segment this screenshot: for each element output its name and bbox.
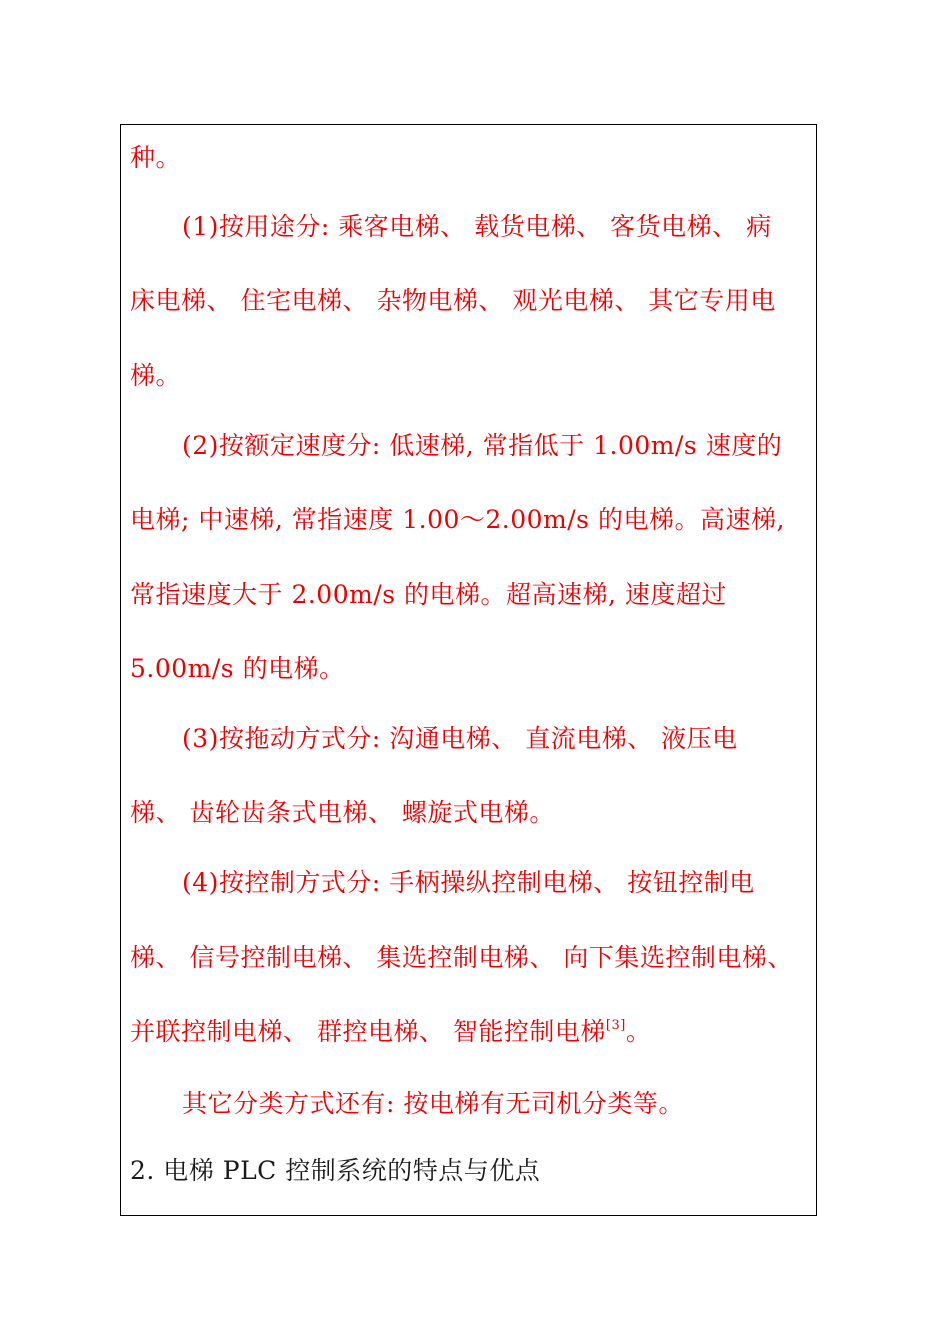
paragraph-by-speed-line-2: 电梯; 中速梯, 常指速度 1.00～2.00m/s 的电梯。高速梯, (130, 505, 785, 534)
paragraph-by-speed-line-4: 5.00m/s 的电梯。 (130, 654, 345, 683)
paragraph-by-usage-line-3: 梯。 (130, 361, 182, 390)
paragraph-by-speed: (2)按额定速度分: 低速梯, 常指低于 1.00m/s 速度的 (182, 431, 783, 460)
paragraph-by-drive-line-2: 梯、 齿轮齿条式电梯、 螺旋式电梯。 (130, 798, 555, 827)
section-heading: 2. 电梯 PLC 控制系统的特点与优点 (130, 1156, 541, 1185)
text-line-continuation: 种。 (130, 143, 182, 172)
paragraph-by-usage: (1)按用途分: 乘客电梯、 载货电梯、 客货电梯、 病 (182, 212, 772, 241)
paragraph-by-usage-line-2: 床电梯、 住宅电梯、 杂物电梯、 观光电梯、 其它专用电 (130, 286, 776, 315)
paragraph-by-speed-line-3: 常指速度大于 2.00m/s 的电梯。超高速梯, 速度超过 (130, 580, 727, 609)
paragraph-other-classification: 其它分类方式还有: 按电梯有无司机分类等。 (182, 1089, 684, 1118)
paragraph-by-control: (4)按控制方式分: 手柄操纵控制电梯、 按钮控制电 (182, 868, 755, 897)
paragraph-end-mark: 。 (625, 1017, 652, 1046)
paragraph-by-control-line-3-text: 并联控制电梯、 群控电梯、 智能控制电梯 (130, 1017, 606, 1046)
paragraph-by-drive: (3)按拖动方式分: 沟通电梯、 直流电梯、 液压电 (182, 724, 738, 753)
paragraph-by-control-line-2: 梯、 信号控制电梯、 集选控制电梯、 向下集选控制电梯、 (130, 943, 793, 972)
citation-ref: [3] (605, 1018, 626, 1033)
paragraph-by-control-line-3 (130, 1017, 651, 1047)
